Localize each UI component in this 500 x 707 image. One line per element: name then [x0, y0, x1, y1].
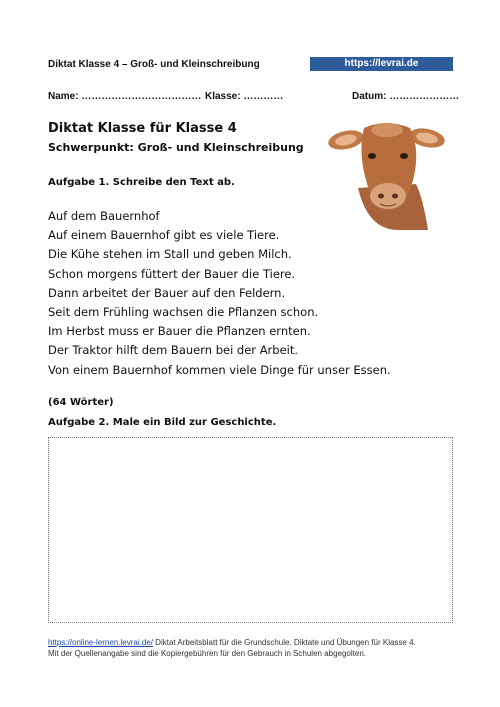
- klasse-field: Klasse: …………: [205, 91, 284, 102]
- footer-line-1: [48, 637, 416, 648]
- header-url-banner[interactable]: https://levrai.de: [310, 57, 453, 71]
- footer-line-1-text: Diktat Arbeitsblatt für die Grundschule. Diktate und Übungen für Klasse 4.: [152, 638, 416, 647]
- text-line: Im Herbst muss er Bauer die Pflanzen ernten.: [48, 324, 311, 339]
- name-field: Name: ………………………………: [48, 91, 202, 102]
- drawing-area[interactable]: [48, 437, 453, 623]
- text-line: Von einem Bauernhof kommen viele Dinge für unser Essen.: [48, 362, 391, 377]
- text-line: Auf dem Bauernhof: [48, 209, 160, 223]
- text-line: Seit dem Frühling wachsen die Pflanzen schon.: [48, 305, 319, 320]
- text-line: Der Traktor hilft dem Bauern bei der Arbeit.: [48, 343, 299, 358]
- word-count: (64 Wörter): [48, 397, 114, 408]
- dictation-text: [48, 207, 391, 380]
- cow-image: [328, 118, 446, 230]
- footer-line-2: Mit der Quellenangabe sind die Kopiergebühren für den Gebrauch in Schulen abgegolten.: [48, 649, 366, 658]
- footer: [48, 637, 416, 659]
- footer-link[interactable]: https://online-lernen.levrai.de/: [48, 638, 153, 647]
- text-line: Schon morgens füttert der Bauer die Tiere.: [48, 266, 296, 281]
- datum-field: Datum: …………………: [352, 91, 460, 102]
- worksheet-subtitle: Schwerpunkt: Groß- und Kleinschreibung: [48, 141, 304, 154]
- task-2-heading: Aufgabe 2. Male ein Bild zur Geschichte.: [48, 417, 277, 428]
- task-1-heading: Aufgabe 1. Schreibe den Text ab.: [48, 177, 235, 188]
- worksheet-title: Diktat Klasse für Klasse 4: [48, 121, 237, 136]
- header-title: Diktat Klasse 4 – Groß- und Kleinschreibung: [48, 59, 260, 70]
- text-line: Dann arbeitet der Bauer auf den Feldern.: [48, 285, 286, 300]
- text-line: Die Kühe stehen im Stall und geben Milch.: [48, 247, 292, 262]
- text-line: Auf einem Bauernhof gibt es viele Tiere.: [48, 228, 280, 243]
